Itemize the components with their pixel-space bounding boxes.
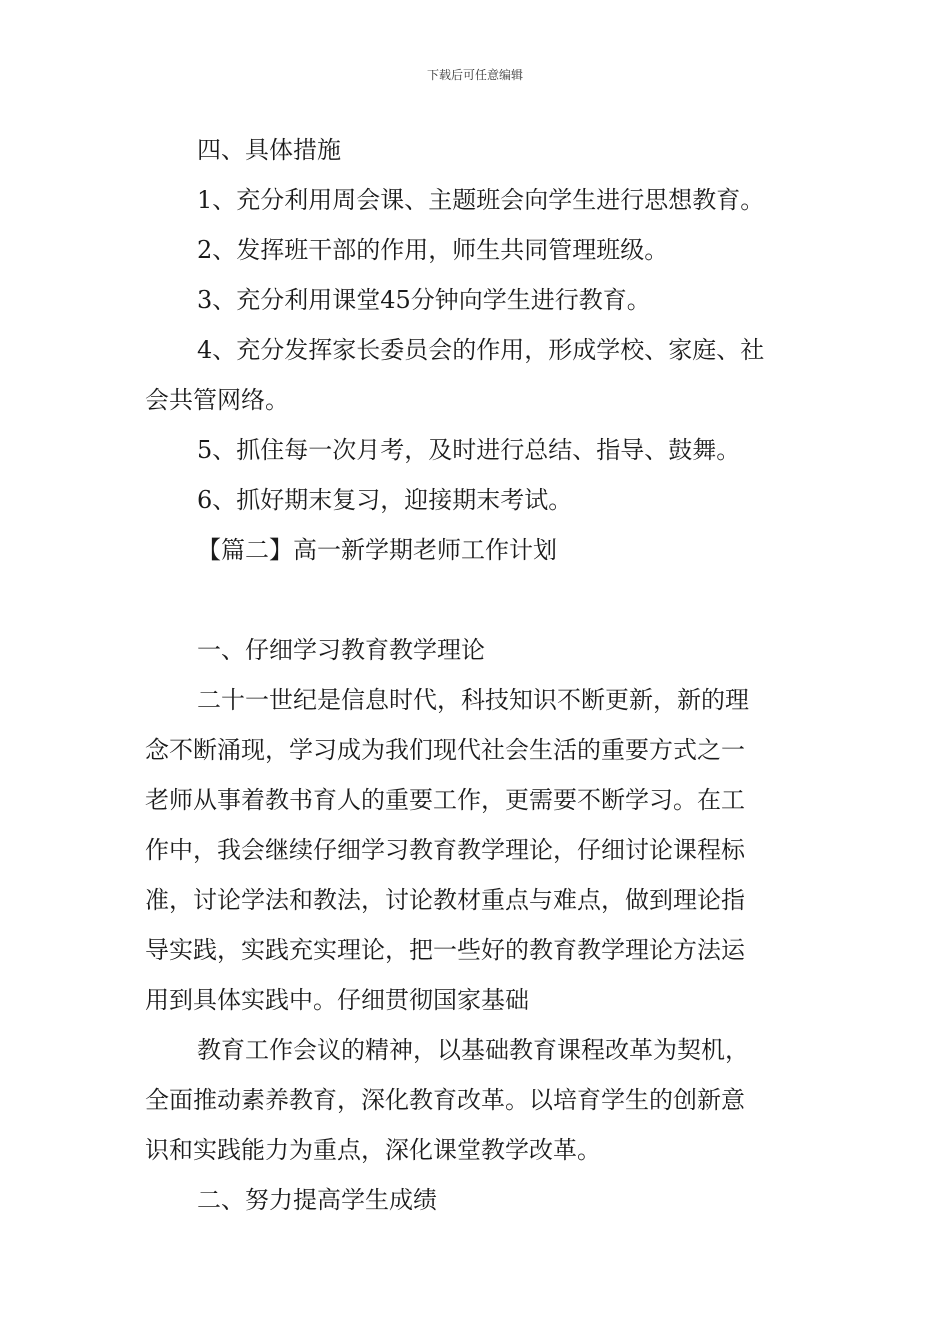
paragraph-line: 4、充分发挥家长委员会的作用，形成学校、家庭、社 xyxy=(197,336,765,364)
paragraph-line: 1、充分利用周会课、主题班会向学生进行思想教育。 xyxy=(197,186,765,214)
paragraph-line: 识和实践能力为重点，深化课堂教学改革。 xyxy=(145,1136,601,1164)
paragraph-line: 教育工作会议的精神，以基础教育课程改革为契机， xyxy=(197,1036,749,1064)
blank-line xyxy=(145,575,810,625)
paragraph-line: 5、抓住每一次月考，及时进行总结、指导、鼓舞。 xyxy=(197,436,741,464)
paragraph-line: 老师从事着教书育人的重要工作，更需要不断学习。在工 xyxy=(145,786,745,814)
paragraph-line: 会共管网络。 xyxy=(145,386,289,414)
document-body xyxy=(145,125,810,1225)
paragraph-line: 用到具体实践中。仔细贯彻国家基础 xyxy=(145,986,529,1014)
paragraph-line: 3、充分利用课堂45分钟向学生进行教育。 xyxy=(197,286,651,314)
section-heading: 二、努力提高学生成绩 xyxy=(197,1186,437,1214)
paragraph-line: 导实践，实践充实理论，把一些好的教育教学理论方法运 xyxy=(145,936,745,964)
paragraph-line: 念不断涌现，学习成为我们现代社会生活的重要方式之一 xyxy=(145,736,745,764)
paragraph-line: 2、发挥班干部的作用，师生共同管理班级。 xyxy=(197,236,669,264)
article-title: 【篇二】高一新学期老师工作计划 xyxy=(197,536,557,564)
paragraph-line: 二十一世纪是信息时代，科技知识不断更新，新的理 xyxy=(197,686,749,714)
paragraph-line: 6、抓好期末复习，迎接期末考试。 xyxy=(197,486,573,514)
paragraph-line: 准，讨论学法和教法，讨论教材重点与难点，做到理论指 xyxy=(145,886,745,914)
paragraph-line: 作中，我会继续仔细学习教育教学理论，仔细讨论课程标 xyxy=(145,836,745,864)
paragraph-line: 全面推动素养教育，深化教育改革。以培育学生的创新意 xyxy=(145,1086,745,1114)
section-heading: 一、仔细学习教育教学理论 xyxy=(197,636,485,664)
section-heading: 四、具体措施 xyxy=(197,136,341,164)
page-header: 下载后可任意编辑 xyxy=(426,68,523,82)
